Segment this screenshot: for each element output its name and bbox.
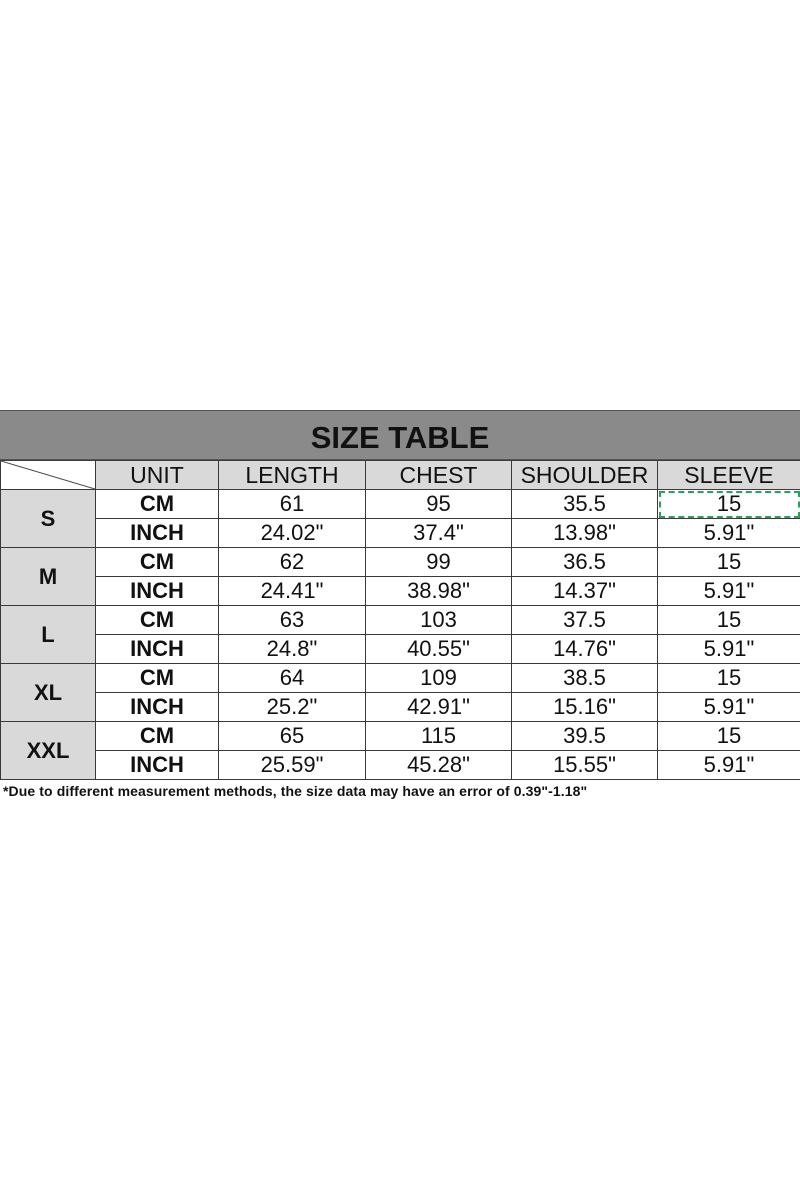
cell-chest: 42.91" bbox=[366, 693, 512, 722]
cell-sleeve: 15 bbox=[658, 722, 800, 751]
size-label: S bbox=[1, 490, 96, 548]
cell-unit: CM bbox=[96, 606, 219, 635]
cell-chest: 99 bbox=[366, 548, 512, 577]
table-row bbox=[1, 606, 800, 635]
cell-sleeve: 15 bbox=[658, 606, 800, 635]
table-row bbox=[1, 693, 800, 722]
diagonal-line bbox=[1, 461, 95, 489]
size-label: M bbox=[1, 548, 96, 606]
cell-shoulder: 15.55" bbox=[512, 751, 658, 780]
header-shoulder: SHOULDER bbox=[512, 461, 658, 490]
cell-unit: INCH bbox=[96, 635, 219, 664]
cell-length: 64 bbox=[219, 664, 366, 693]
header-length: LENGTH bbox=[219, 461, 366, 490]
size-chart bbox=[0, 410, 800, 799]
cell-length: 63 bbox=[219, 606, 366, 635]
cell-unit: CM bbox=[96, 722, 219, 751]
cell-chest: 38.98" bbox=[366, 577, 512, 606]
cell-chest: 40.55" bbox=[366, 635, 512, 664]
cell-sleeve: 5.91" bbox=[658, 577, 800, 606]
table-row bbox=[1, 635, 800, 664]
cell-length: 24.41" bbox=[219, 577, 366, 606]
cell-sleeve: 5.91" bbox=[658, 519, 800, 548]
cell-chest: 37.4" bbox=[366, 519, 512, 548]
cell-sleeve: 15 bbox=[658, 664, 800, 693]
measurement-note: *Due to different measurement methods, the size data may have an error of 0.39"-1.18" bbox=[3, 783, 588, 799]
cell-shoulder: 37.5 bbox=[512, 606, 658, 635]
size-label: L bbox=[1, 606, 96, 664]
cell-chest: 45.28" bbox=[366, 751, 512, 780]
cell-length: 24.02" bbox=[219, 519, 366, 548]
header-row bbox=[1, 461, 800, 490]
cell-length: 61 bbox=[219, 490, 366, 519]
cell-length: 62 bbox=[219, 548, 366, 577]
cell-chest: 103 bbox=[366, 606, 512, 635]
size-label: XXL bbox=[1, 722, 96, 780]
cell-unit: CM bbox=[96, 490, 219, 519]
cell-length: 24.8" bbox=[219, 635, 366, 664]
header-chest: CHEST bbox=[366, 461, 512, 490]
cell-shoulder: 14.76" bbox=[512, 635, 658, 664]
cell-sleeve: 5.91" bbox=[658, 693, 800, 722]
table-row bbox=[1, 519, 800, 548]
cell-unit: CM bbox=[96, 548, 219, 577]
cell-chest: 109 bbox=[366, 664, 512, 693]
table-title: SIZE TABLE bbox=[310, 420, 490, 455]
cell-sleeve: 15 bbox=[658, 548, 800, 577]
cell-sleeve: 15 bbox=[658, 490, 800, 519]
cell-unit: CM bbox=[96, 664, 219, 693]
cell-unit: INCH bbox=[96, 751, 219, 780]
header-unit: UNIT bbox=[96, 461, 219, 490]
header-sleeve: SLEEVE bbox=[658, 461, 800, 490]
table-row bbox=[1, 664, 800, 693]
cell-shoulder: 36.5 bbox=[512, 548, 658, 577]
cell-shoulder: 14.37" bbox=[512, 577, 658, 606]
cell-unit: INCH bbox=[96, 577, 219, 606]
table-row bbox=[1, 722, 800, 751]
cell-length: 65 bbox=[219, 722, 366, 751]
table-row bbox=[1, 490, 800, 519]
cell-shoulder: 38.5 bbox=[512, 664, 658, 693]
cell-chest: 115 bbox=[366, 722, 512, 751]
table-row bbox=[1, 577, 800, 606]
size-table bbox=[0, 460, 800, 780]
corner-cell bbox=[1, 461, 96, 490]
size-label: XL bbox=[1, 664, 96, 722]
cell-shoulder: 15.16" bbox=[512, 693, 658, 722]
cell-sleeve: 5.91" bbox=[658, 751, 800, 780]
cell-unit: INCH bbox=[96, 519, 219, 548]
cell-length: 25.2" bbox=[219, 693, 366, 722]
cell-shoulder: 13.98" bbox=[512, 519, 658, 548]
cell-unit: INCH bbox=[96, 693, 219, 722]
cell-shoulder: 35.5 bbox=[512, 490, 658, 519]
cell-length: 25.59" bbox=[219, 751, 366, 780]
table-row bbox=[1, 751, 800, 780]
title-bar bbox=[0, 410, 800, 460]
table-row bbox=[1, 548, 800, 577]
cell-chest: 95 bbox=[366, 490, 512, 519]
cell-sleeve: 5.91" bbox=[658, 635, 800, 664]
cell-shoulder: 39.5 bbox=[512, 722, 658, 751]
